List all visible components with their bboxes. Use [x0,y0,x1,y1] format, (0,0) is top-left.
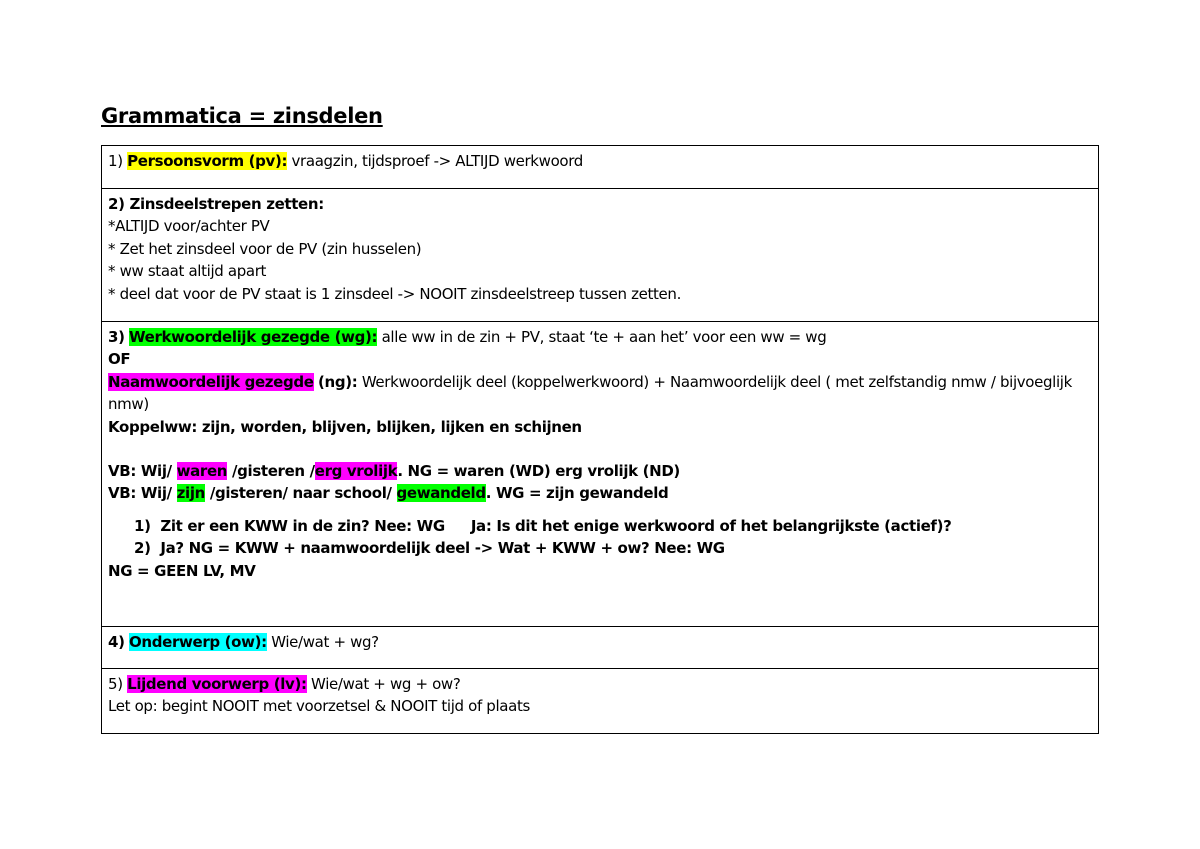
pv-number: 1) [108,152,123,170]
step-number: 1) [134,516,151,535]
strepen-line: * deel dat voor de PV staat is 1 zinsdeel -> NOOIT zinsdeelstreep tussen zetten. [108,284,681,303]
spacer [108,438,1092,460]
lv-text: Wie/wat + wg + ow? [311,675,461,693]
grammar-table [101,145,1099,734]
row-lijdend-voorwerp [102,669,1099,734]
ow-line [108,631,1092,653]
cell-persoonsvorm [102,146,1099,189]
strepen-heading: 2) Zinsdeelstrepen zetten: [108,195,324,213]
ng-abbr: (ng): [318,372,358,391]
example-ng [108,460,1092,482]
koppelww-line: Koppelww: zijn, worden, blijven, blijken, lijken en schijnen [108,417,582,436]
row-persoonsvorm [102,146,1099,189]
cell-gezegde [102,322,1099,627]
example-ng-highlight: waren [176,462,228,481]
step-item [108,537,1092,559]
example-wg-part: /gisteren/ naar school/ [204,484,397,503]
ng-rule: NG = GEEN LV, MV [108,561,256,580]
lv-note: Let op: begint NOOIT met voorzetsel & NOOIT tijd of plaats [108,697,530,716]
strepen-line: *ALTIJD voor/achter PV [108,217,270,236]
row-onderwerp [102,627,1099,669]
example-ng-part: VB: Wij/ [108,462,177,481]
page-title: Grammatica = zinsdelen [101,104,383,128]
step-item [108,515,1092,537]
lv-number: 5) [108,675,123,693]
ng-definition [108,371,1092,416]
cell-zinsdeelstrepen [102,189,1099,322]
cell-onderwerp [102,627,1099,669]
cell-lijdend-voorwerp [102,669,1099,734]
row-gezegde [102,322,1099,627]
wg-line [108,326,1092,348]
example-wg-highlight: zijn [176,484,205,503]
wg-term: Werkwoordelijk gezegde (wg): [129,328,378,346]
lv-term: Lijdend voorwerp (lv): [127,675,307,693]
example-wg [108,482,1092,504]
ow-number: 4) [108,633,125,651]
pv-term: Persoonsvorm (pv): [127,152,288,170]
pv-line [108,150,1092,172]
example-ng-part: /gisteren / [227,462,315,481]
ng-text: Werkwoordelijk deel (koppelwerkwoord) + Naamwoordelijk deel ( met zelfstandig nmw / bijvoeglijk nmw) [108,372,1072,414]
example-wg-part: . WG = zijn gewandeld [485,484,669,503]
spacer [108,505,1092,515]
step-text: Ja? NG = KWW + naamwoordelijk deel -> Wat + KWW + ow? Nee: WG [160,539,725,558]
strepen-line: * ww staat altijd apart [108,262,267,281]
ow-term: Onderwerp (ow): [129,633,267,651]
example-wg-highlight: gewandeld [396,484,486,503]
example-ng-highlight: erg vrolijk [314,462,398,481]
ng-term: Naamwoordelijk gezegde [108,372,314,391]
pv-text: vraagzin, tijdsproef -> ALTIJD werkwoord [291,152,583,170]
row-zinsdeelstrepen [102,189,1099,322]
example-ng-part: . NG = waren (WD) erg vrolijk (ND) [397,462,680,481]
wg-text: alle ww in de zin + PV, staat ‘te + aan het’ voor een ww = wg [381,328,827,346]
step-text: Ja: Is dit het enige werkwoord of het belangrijkste (actief)? [470,516,952,535]
strepen-line: * Zet het zinsdeel voor de PV (zin husselen) [108,239,422,258]
wg-number: 3) [108,328,125,346]
step-number: 2) [134,539,151,558]
ow-text: Wie/wat + wg? [271,633,379,651]
example-wg-part: VB: Wij/ [108,484,177,503]
step-text: Zit er een KWW in de zin? Nee: WG [160,516,445,535]
of-label: OF [108,350,131,369]
lv-line [108,673,1092,695]
